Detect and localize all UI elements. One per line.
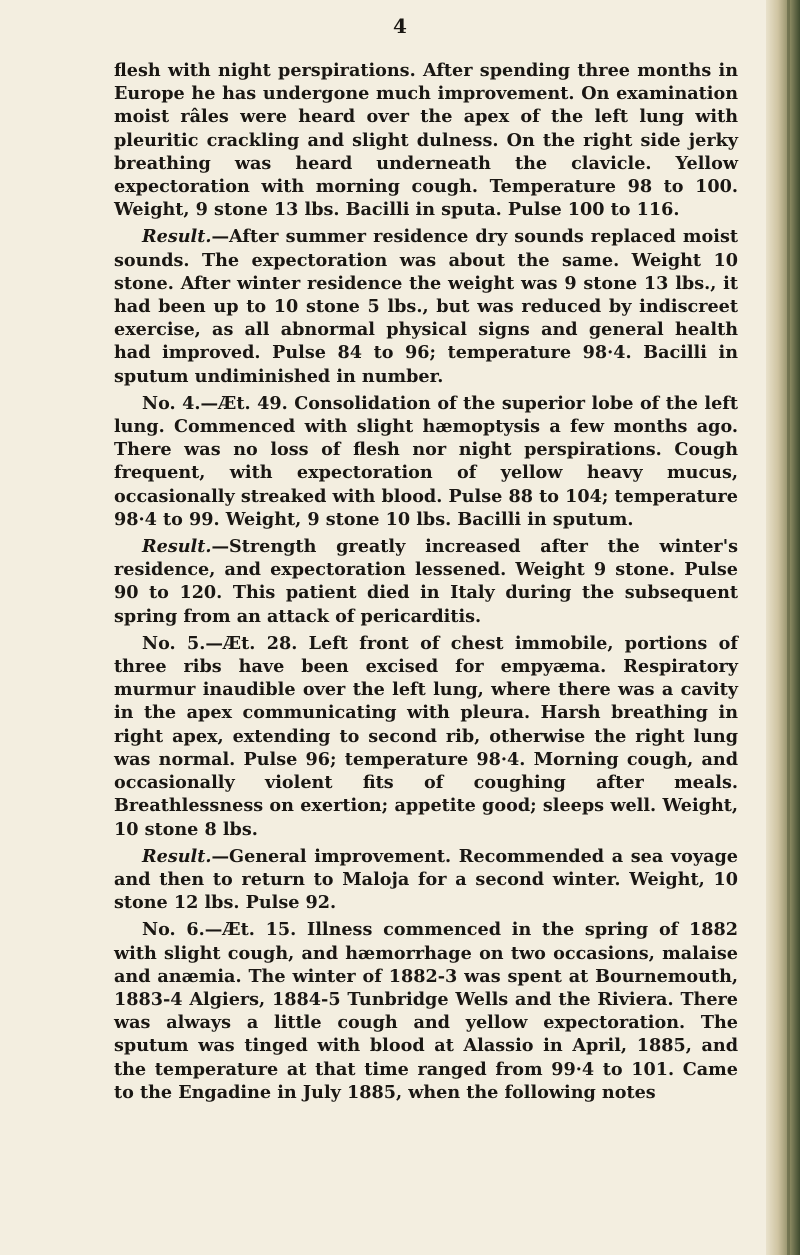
- page-edge: [766, 0, 800, 1255]
- paragraph-text: No. 5.—Æt. 28. Left front of chest immobile, portions of three ribs have been excised for empyæma. Respiratory murmur inaudible over the left lung, where there was a cavity in the apex communicating with pleura. Harsh breathing in right apex, extending to second rib, otherwise the right lung was normal. Pulse 96; temperature 98·4. Morning cough, and occasionally violent fits of coughing after meals. Breathlessness on exertion; appetite good; sleeps well. Weight, 10 stone 8 lbs.: [114, 632, 738, 840]
- paragraph-4-result: [114, 535, 738, 628]
- paragraph-text: —After summer residence dry sounds replaced moist sounds. The expectoration was about the same. Weight 10 stone. After winter residence the weight was 9 stone 13 lbs., it had been up to 10 stone 5 lbs., but was reduced by indiscreet exercise, as all abnormal physical signs and general health had improved. Pulse 84 to 96; temperature 98·4. Bacilli in sputum undiminished in number.: [114, 226, 738, 387]
- paragraph-text: —Strength greatly increased after the winter's residence, and expectoration lessened. Weight 9 stone. Pulse 90 to 120. This patient died in Italy during the subsequent spring from an attack of pericarditis.: [114, 536, 738, 627]
- result-label: Result.: [142, 845, 212, 867]
- paragraph-text: —General improvement. Recommended a sea voyage and then to return to Maloja for a second winter. Weight, 10 stone 12 lbs. Pulse 92.: [114, 845, 738, 914]
- paragraph-1: [114, 59, 738, 221]
- paragraph-3-case-4: [114, 392, 738, 531]
- binding-shadow: [787, 0, 790, 1255]
- paragraph-text: No. 4.—Æt. 49. Consolidation of the superior lobe of the left lung. Commenced with slight hæmoptysis a few months ago. There was no loss of flesh nor night perspirations. Cough frequent, with expectoration of yellow heavy mucus, occasionally streaked with blood. Pulse 88 to 104; temperature 98·4 to 99. Weight, 9 stone 10 lbs. Bacilli in sputum.: [114, 392, 738, 530]
- page-number: 4: [393, 14, 407, 38]
- result-label: Result.: [142, 226, 212, 248]
- body-text: [114, 59, 738, 1108]
- paragraph-7-case-6: [114, 918, 738, 1104]
- paragraph-text: flesh with night perspirations. After spending three months in Europe he has undergone much improvement. On examination moist râles were heard over the apex of the left lung with pleuritic crackling and slight dulness. On the right side jerky breathing was heard underneath the clavicle. Yellow expectoration with morning cough. Temperature 98 to 100. Weight, 9 stone 13 lbs. Bacilli in sputa. Pulse 100 to 116.: [114, 60, 738, 221]
- result-label: Result.: [142, 536, 212, 558]
- paragraph-2-result: [114, 225, 738, 387]
- paragraph-5-case-5: [114, 632, 738, 841]
- paragraph-text: No. 6.—Æt. 15. Illness commenced in the spring of 1882 with slight cough, and hæmorrhage on two occasions, malaise and anæmia. The winter of 1882-3 was spent at Bournemouth, 1883-4 Algiers, 1884-5 Tunbridge Wells and the Riviera. There was always a little cough and yellow expectoration. The sputum was tinged with blood at Alassio in April, 1885, and the temperature at that time ranged from 99·4 to 101. Came to the Engadine in July 1885, when the following notes: [114, 919, 738, 1103]
- paragraph-6-result: [114, 845, 738, 915]
